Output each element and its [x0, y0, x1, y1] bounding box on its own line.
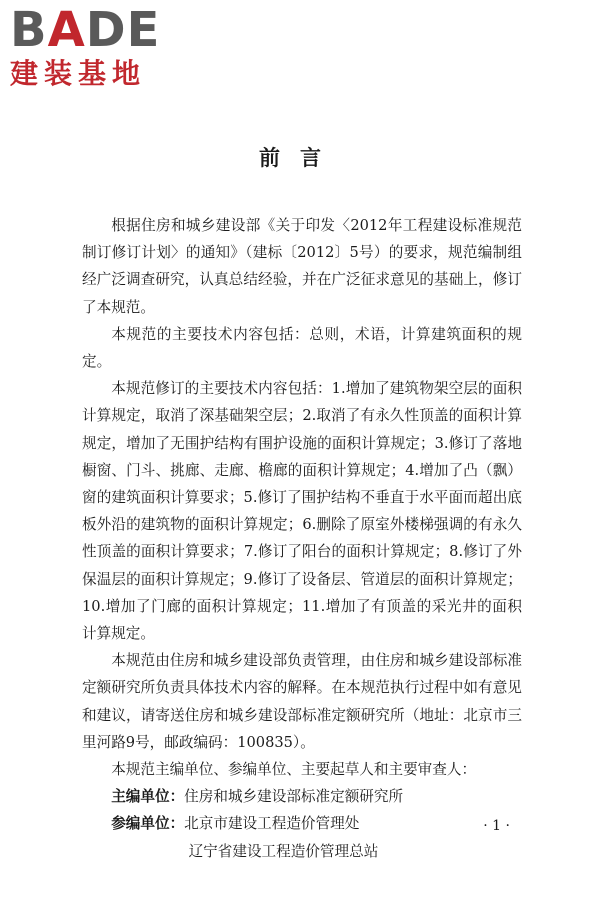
page-title: 前言 — [259, 146, 341, 170]
chief-unit-label: 主编单位： — [111, 788, 185, 806]
paragraph-units-intro: 本规范主编单位、参编单位、主要起草人和主要审查人： — [111, 761, 477, 779]
paragraph-management: 本规范由住房和城乡建设部负责管理，由住房和城乡建设部标准定额研究所负责具体技术内容的解释。在本规范执行过程中如有意见和建议，请寄送住房和城乡建设部标准定额研究所（地址：北京市三里河路9号，邮政编码：100835）。 — [82, 652, 522, 751]
chief-unit — [82, 783, 522, 810]
participating-unit — [82, 810, 522, 837]
participating-unit-value-2: 辽宁省建设工程造价管理总站 — [188, 842, 379, 860]
bade-logo — [10, 4, 180, 94]
participating-unit-value-1: 北京市建设工程造价管理处 — [184, 815, 360, 833]
chief-unit-value: 住房和城乡建设部标准定额研究所 — [184, 788, 404, 806]
paragraph-revisions: 本规范修订的主要技术内容包括：1.增加了建筑物架空层的面积计算规定，取消了深基础架空层；2.取消了有永久性顶盖的面积计算规定，增加了无围护结构有围护设施的面积计算规定；3.修订了落地橱窗、门斗、挑廊、走廊、檐廊的面积计算规定；4.增加了凸（飘）窗的建筑面积计算要求；5.修订了围护结构不垂直于水平面而超出底板外沿的建筑物的面积计算规定；6.删除了原室外楼梯强调的有永久性顶盖的面积计算要求；7.修订了阳台的面积计算规定；8.修订了外保温层的面积计算规定；9.修订了设备层、管道层的面积计算规定；10.增加了门廊的面积计算规定；11.增加了有顶盖的采光井的面积计算规定。 — [82, 380, 522, 643]
logo-subtitle: 建装基地 — [10, 57, 147, 90]
page-number: · 1 · — [483, 818, 510, 834]
paragraph-intro: 根据住房和城乡建设部《关于印发〈2012年工程建设标准规范制订修订计划〉的通知》（建标〔2012〕5号）的要求，规范编制组经广泛调查研究，认真总结经验，并在广泛征求意见的基础上，修订了本规范。 — [82, 217, 522, 316]
participating-unit-label: 参编单位： — [111, 815, 185, 833]
logo-wordmark: BADE — [10, 2, 161, 58]
body-text — [82, 212, 522, 865]
paragraph-main-content: 本规范的主要技术内容包括：总则，术语，计算建筑面积的规定。 — [82, 325, 522, 371]
